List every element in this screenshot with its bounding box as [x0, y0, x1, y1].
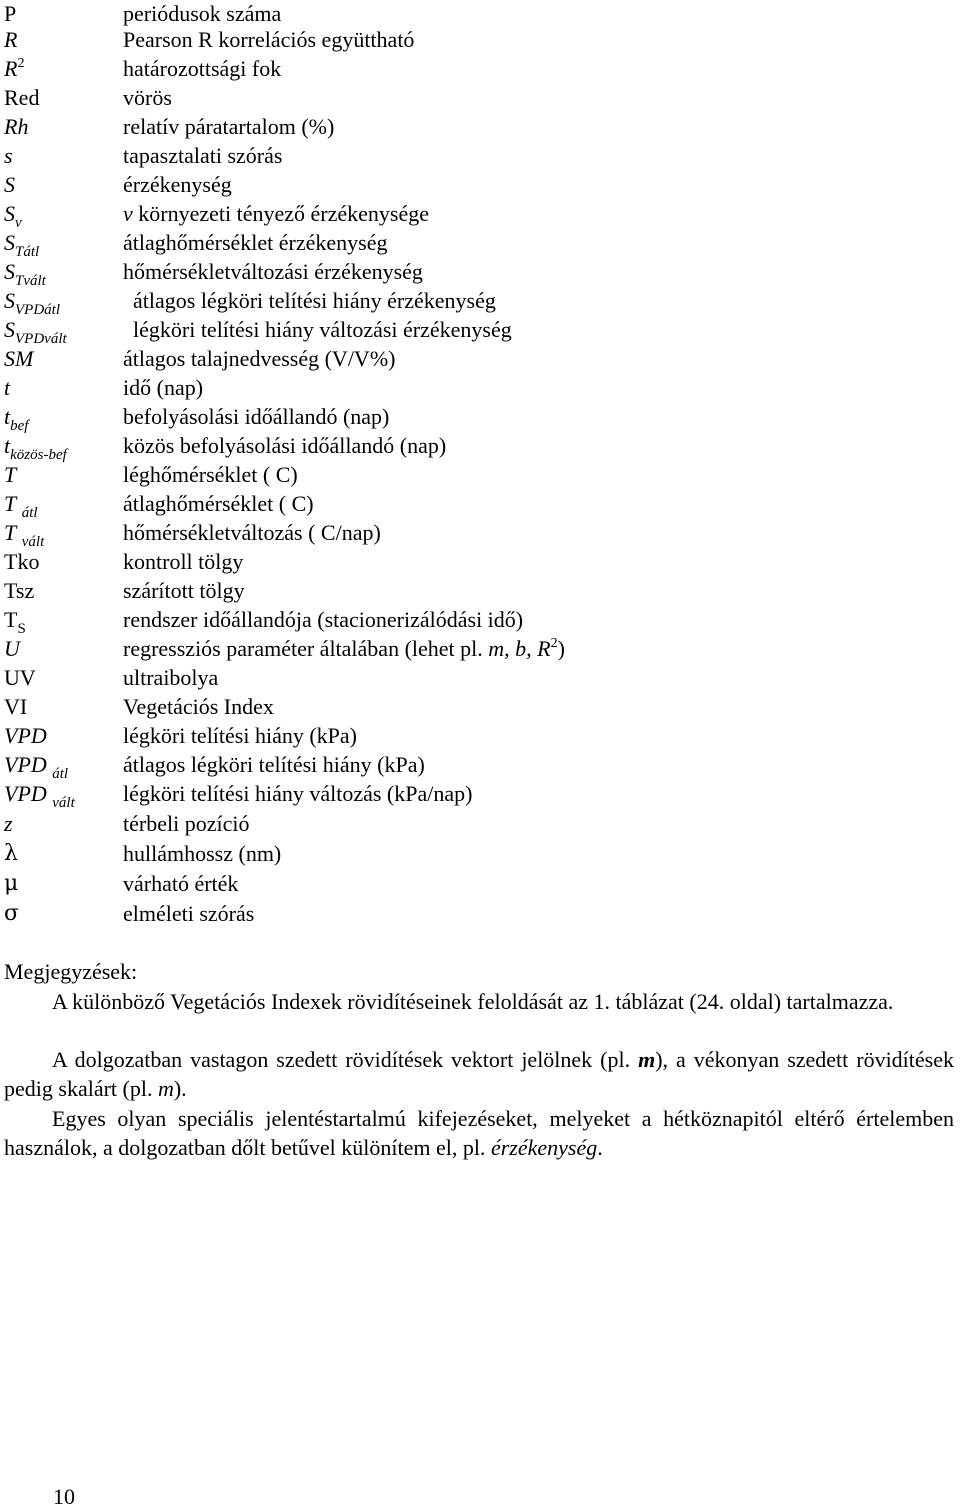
- list-item: [0, 900, 960, 928]
- definition: ultraibolya: [123, 665, 219, 690]
- definition: közös befolyásolási időállandó (nap): [123, 433, 447, 458]
- symbol: s: [4, 143, 13, 168]
- definition: hőmérsékletváltozási érzékenység: [123, 259, 423, 284]
- definition: regressziós paraméter általában (lehet pl. m, b, $R^2$): [123, 636, 565, 661]
- symbol: T $_{átl}$: [4, 491, 38, 521]
- list-item: [0, 0, 960, 28]
- list-item: [0, 142, 960, 170]
- symbol: VPD $_{átl}$: [4, 752, 69, 782]
- list-item: [0, 171, 960, 199]
- list-item: [0, 751, 960, 782]
- symbol: $S_{Tvált}$: [4, 259, 46, 289]
- symbol: σ: [4, 901, 20, 926]
- definition: Pearson R korrelációs együttható: [123, 27, 415, 52]
- list-item: [0, 606, 960, 637]
- note-paragraph: A dolgozatban vastagon szedett rövidítések vektort jelölnek (pl. m), a vékonyan szedett rövidítések pedig skalárt (pl. m).: [4, 1047, 954, 1101]
- note-paragraph: Egyes olyan speciális jelentéstartalmú kifejezéseket, melyeket a hétköznapitól eltérő értelemben használok, a dolgozatban dőlt betűvel különítem el, pl. érzékenység.: [4, 1106, 954, 1160]
- list-item: [0, 664, 960, 692]
- list-item: [0, 490, 960, 521]
- symbol: $t_{bef}$: [4, 404, 29, 434]
- list-item: [0, 26, 960, 54]
- definition: átlaghőmérséklet érzékenység: [123, 230, 388, 255]
- list-item: [0, 780, 960, 811]
- page-number: 10: [53, 1484, 75, 1509]
- symbol: Rh: [4, 114, 29, 139]
- definition: átlaghőmérséklet ( C): [123, 491, 314, 516]
- definition: elméleti szórás: [123, 901, 255, 926]
- definition: idő (nap): [123, 375, 204, 400]
- definition: légköri telítési hiány (kPa): [123, 723, 357, 748]
- list-item: [0, 693, 960, 721]
- symbol: S: [4, 172, 15, 197]
- definition: Vegetációs Index: [123, 694, 274, 719]
- notes-title: Megjegyzések:: [4, 959, 138, 984]
- symbol: VPD $_{vált}$: [4, 781, 75, 811]
- symbol: $S_{Tátl}$: [4, 230, 40, 260]
- symbol: $T_S$: [4, 607, 26, 637]
- list-item: [0, 287, 960, 318]
- definition: kontroll tölgy: [123, 549, 244, 574]
- definition: befolyásolási időállandó (nap): [123, 404, 390, 429]
- symbol: $R^2$: [4, 56, 25, 81]
- list-item: [0, 229, 960, 260]
- definition: vörös: [123, 85, 172, 110]
- symbol: $t_{közös-bef}$: [4, 433, 67, 463]
- symbol: μ: [4, 871, 19, 896]
- list-item: [0, 316, 960, 347]
- symbol: SM: [4, 346, 34, 371]
- symbol: z: [4, 811, 13, 836]
- list-item: [0, 403, 960, 434]
- list-item: [0, 461, 960, 489]
- list-item: [0, 432, 960, 463]
- list-item: [0, 84, 960, 112]
- definition: szárított tölgy: [123, 578, 245, 603]
- symbol: Red: [4, 85, 40, 110]
- symbol: R: [4, 27, 18, 52]
- symbol: $S_v$: [4, 201, 22, 231]
- symbol: Tko: [4, 549, 40, 574]
- symbol: $S_{VPDátl}$: [4, 288, 60, 318]
- definition: határozottsági fok: [123, 56, 282, 81]
- symbol: U: [4, 636, 20, 661]
- definition: hőmérsékletváltozás ( C/nap): [123, 520, 381, 545]
- list-item: [0, 810, 960, 838]
- symbol: λ: [4, 841, 18, 866]
- definition: átlagos légköri telítési hiány (kPa): [123, 752, 425, 777]
- definition: léghőmérséklet ( C): [123, 462, 298, 487]
- list-item: [0, 577, 960, 605]
- symbol: VPD: [4, 723, 47, 748]
- definition: relatív páratartalom (%): [123, 114, 335, 139]
- symbol: Tsz: [4, 578, 35, 603]
- list-item: [0, 345, 960, 373]
- list-item: [0, 374, 960, 402]
- definition: légköri telítési hiány változás (kPa/nap): [123, 781, 473, 806]
- definition: légköri telítési hiány változási érzékenység: [133, 317, 512, 342]
- symbol: $S_{VPDvált}$: [4, 317, 67, 347]
- list-item: [0, 113, 960, 141]
- list-item: [0, 635, 960, 663]
- definition: várható érték: [123, 871, 239, 896]
- list-item: [0, 200, 960, 231]
- definition: periódusok száma: [123, 1, 282, 26]
- list-item: [0, 55, 960, 83]
- definition: hullámhossz (nm): [123, 841, 282, 866]
- list-item: [0, 870, 960, 898]
- list-item: [0, 548, 960, 576]
- list-item: [0, 840, 960, 868]
- note-paragraph: A különböző Vegetációs Indexek rövidítéseinek feloldását az 1. táblázat (24. oldal) tartalmazza.: [52, 989, 894, 1014]
- symbol: VI: [4, 694, 28, 719]
- symbol: T: [4, 462, 17, 487]
- list-item: [0, 722, 960, 750]
- list-item: [0, 258, 960, 289]
- symbol: t: [4, 375, 11, 400]
- definition: átlagos légköri telítési hiány érzékenység: [133, 288, 496, 313]
- symbol: UV: [4, 665, 36, 690]
- definition: átlagos talajnedvesség (V/V%): [123, 346, 396, 371]
- definition: v környezeti tényező érzékenysége: [123, 201, 429, 226]
- definition: érzékenység: [123, 172, 232, 197]
- list-item: [0, 519, 960, 550]
- symbol: P: [4, 1, 17, 26]
- definition: rendszer időállandója (stacionerizálódási idő): [123, 607, 524, 632]
- definition: tapasztalati szórás: [123, 143, 283, 168]
- symbol: T $_{vált}$: [4, 520, 45, 550]
- definition: térbeli pozíció: [123, 811, 250, 836]
